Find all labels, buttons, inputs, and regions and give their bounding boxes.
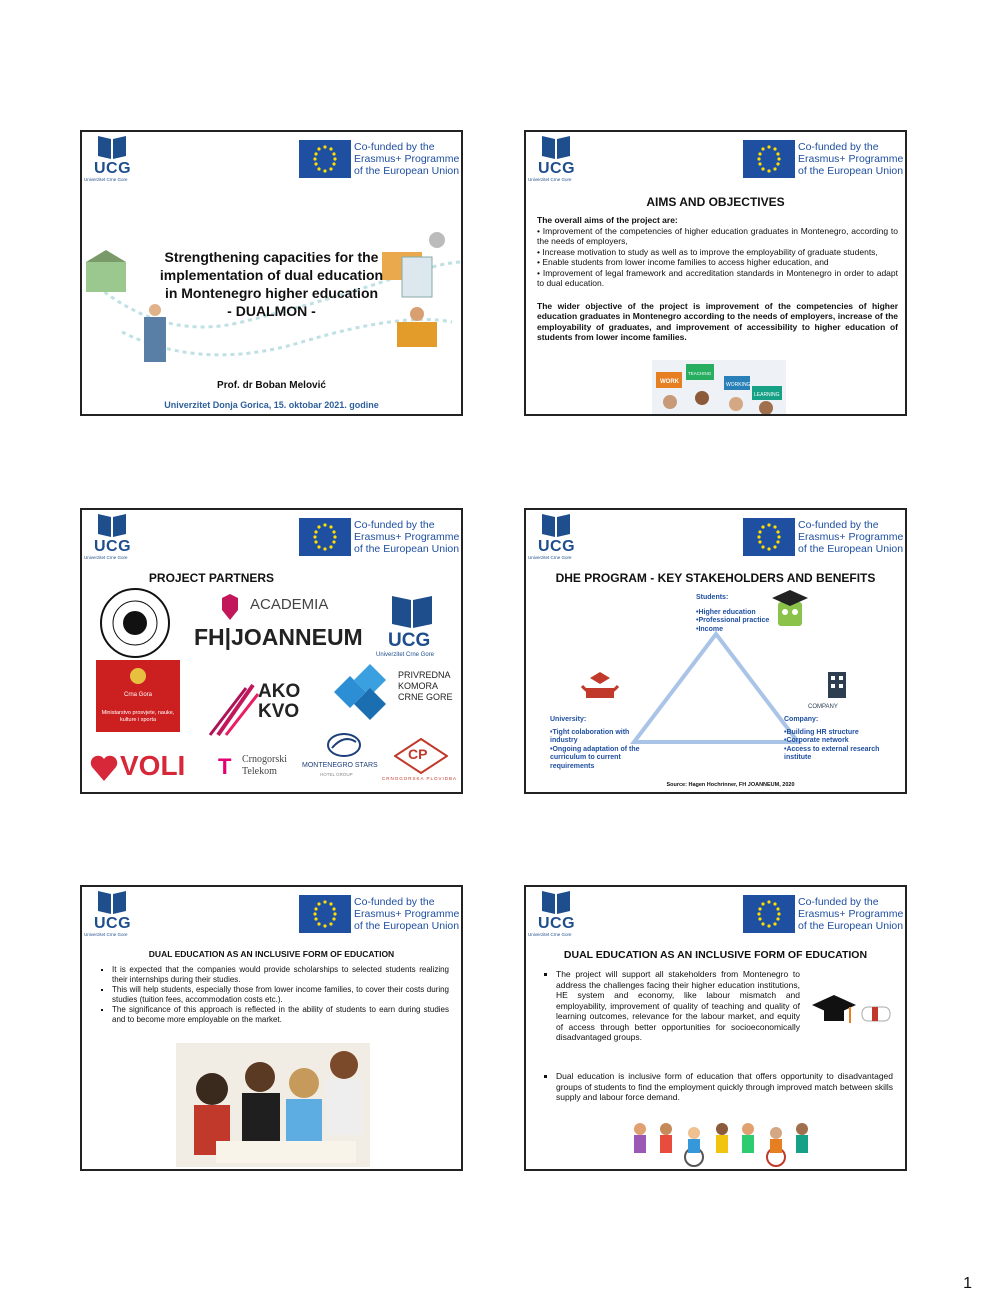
privredna-komora-logo: PRIVREDNA KOMORA CRNE GORE	[398, 670, 453, 702]
montenegro-stars-logo: MONTENEGRO STARS	[302, 762, 378, 769]
slide-header	[526, 510, 905, 562]
university-benefits: University: •Tight colaboration with industry •Ongoing adaptation of the curriculum to current requirements	[550, 716, 640, 770]
list-item: ▪ The significance of this approach is reflected in the ability of students to earn during studies and to become more employable on the market.	[112, 1005, 449, 1024]
voli-logo: VOLI	[120, 750, 186, 781]
list-item: ▪ This will help students, especially those from lower income families, to cover their costs during studies (tuition fees, accommodation costs etc.).	[112, 985, 449, 1004]
ako-kvo-logo: AKO KVO	[258, 681, 301, 722]
slide-1-title: Strengthening capacities for the implementation of dual education in Montenegro higher education - DUALMON -	[159, 249, 384, 319]
academia-logo: ACADEMIA	[250, 596, 329, 613]
place-date: Univerzitet Donja Gorica, 15. oktobar 2021. godine	[164, 400, 379, 410]
source-note: Source: Hagen Hochrinner, FH JOANNEUM, 2020	[666, 782, 795, 788]
author: Prof. dr Boban Melović	[217, 380, 326, 391]
university-emblem-icon	[578, 666, 622, 706]
privredna-komora-logo-mark	[332, 662, 396, 722]
ucg-logo: UCG Univerzitet Crne Gore	[84, 889, 142, 937]
montenegro-stars-emblem-icon	[326, 732, 362, 758]
graduation-cap-diploma-icon	[810, 991, 894, 1035]
slide-6	[524, 885, 907, 1171]
napoli-university-logo	[98, 586, 172, 660]
slide-header	[82, 887, 461, 939]
ucg-partner-logo: UCG	[388, 630, 431, 651]
telekom-logo: Crnogorski Telekom	[242, 754, 287, 777]
slide-1	[80, 130, 463, 416]
ministry-logo: Crna Gora Ministarstvo prosvjete, nauke, kulture i sporta	[96, 660, 180, 732]
list-item: ▪ Dual education is inclusive form of education that offers opportunity to disadvantaged groups of students to find the employment quickly through improved match between skills supply and labour force demand.	[556, 1071, 893, 1103]
stakeholder-triangle	[626, 628, 806, 748]
ucg-partner-book-icon	[390, 594, 434, 630]
slide-3	[80, 508, 463, 794]
coat-of-arms-icon	[128, 666, 148, 686]
slide-5	[80, 885, 463, 1171]
slide-header	[82, 510, 461, 562]
telekom-t-icon: T	[218, 754, 232, 779]
sign-text: TEACHING	[688, 371, 712, 376]
eu-erasmus-logo: Co-funded by the Erasmus+ Programme of the European Union	[299, 518, 459, 556]
list-item: ▪ The project will support all stakeholders from Montenegro to address the challenges facing their higher education institutions, HE system and economy, like labour mismatch and employability, improvement of quality of teaching and quality of learning outcomes, relevance for the labour market, and equity of access through better opportunities for socioeconomically disadvantaged groups.	[556, 969, 800, 1043]
slide-header	[526, 887, 905, 939]
eu-erasmus-logo: Co-funded by the Erasmus+ Programme of the European Union	[299, 140, 459, 178]
sign-text: LEARNING	[754, 392, 780, 398]
eu-flag-icon	[743, 140, 795, 178]
eu-flag-icon	[743, 895, 795, 933]
slide-4-title: DHE PROGRAM - KEY STAKEHOLDERS AND BENEFITS	[555, 571, 876, 585]
slide-2	[524, 130, 907, 416]
protest-signs-image	[652, 360, 786, 416]
slide-6-bullet-2	[544, 1071, 893, 1104]
cp-logo: CP	[408, 746, 428, 762]
montenegro-stars-sub: HOTEL GROUP	[320, 772, 353, 777]
ucg-partner-full: Univerzitet Crne Gore	[376, 652, 435, 658]
ucg-logo: UCG Univerzitet Crne Gore	[528, 134, 586, 182]
ucg-logo: UCG Univerzitet Crne Gore	[528, 889, 586, 937]
eu-flag-icon	[299, 518, 351, 556]
slide-header	[526, 132, 905, 184]
fh-joanneum-logo: FH|JOANNEUM	[194, 624, 363, 650]
page-number: 1	[963, 1275, 972, 1292]
list-item: ▪ It is expected that the companies would provide scholarships to selected students realizing their internships during their studies.	[112, 965, 449, 984]
slide-5-bullets	[100, 965, 449, 1025]
students-studying-photo	[176, 1043, 370, 1167]
eu-flag-icon	[299, 140, 351, 178]
slide-3-title: PROJECT PARTNERS	[148, 571, 275, 585]
company-benefits: Company: •Building HR structure •Corporate network •Access to external research institute	[784, 716, 880, 761]
slide-header	[82, 132, 461, 184]
diverse-children-illustration	[626, 1119, 816, 1167]
eu-erasmus-logo: Co-funded by the Erasmus+ Programme of the European Union	[743, 518, 903, 556]
slide-5-title: DUAL EDUCATION AS AN INCLUSIVE FORM OF EDUCATION	[148, 949, 395, 959]
eu-erasmus-logo: Co-funded by the Erasmus+ Programme of the European Union	[299, 895, 459, 933]
eu-erasmus-logo: Co-funded by the Erasmus+ Programme of the European Union	[743, 140, 903, 178]
eu-flag-icon	[743, 518, 795, 556]
slide-4	[524, 508, 907, 794]
slide-6-title: DUAL EDUCATION AS AN INCLUSIVE FORM OF EDUCATION	[563, 949, 868, 961]
voli-heart-icon	[90, 755, 118, 781]
ucg-logo: UCG Univerzitet Crne Gore	[84, 134, 142, 182]
eu-flag-icon	[299, 895, 351, 933]
academia-shield-icon	[222, 594, 238, 620]
ucg-logo: UCG Univerzitet Crne Gore	[84, 512, 142, 560]
cp-logo-sub: CRNOGORSKA PLOVIDBA	[382, 776, 458, 781]
eu-erasmus-logo: Co-funded by the Erasmus+ Programme of the European Union	[743, 895, 903, 933]
graduate-cap-icon	[772, 588, 808, 628]
slide-6-bullet-1	[544, 969, 800, 1044]
sign-text: WORKING	[726, 382, 751, 388]
ucg-logo: UCG Univerzitet Crne Gore	[528, 512, 586, 560]
company-label: COMPANY	[808, 704, 838, 710]
aims-text: The overall aims of the project are: • Improvement of the competencies of higher education graduates in Montenegro, according to the needs of employers, • Increase motivation to study as well as to improve the employability of graduate students, • Enable students from lower income families to access higher education, and • Improvement of legal framework and accreditation standards in Montenegro in order to adapt to dual education. The wider objective of the project is improvement of the competencies of higher education graduates in Montenegro according to the needs of employers, increase of the employability of graduates, and improvement of accessibility to higher education of students from lower income families.	[537, 215, 898, 342]
company-building-icon	[822, 668, 852, 698]
slide-2-title: AIMS AND OBJECTIVES	[646, 195, 785, 209]
sign-text: WORK	[660, 379, 679, 385]
students-benefits: Students: •Higher education •Professional practice •Income	[696, 594, 770, 633]
